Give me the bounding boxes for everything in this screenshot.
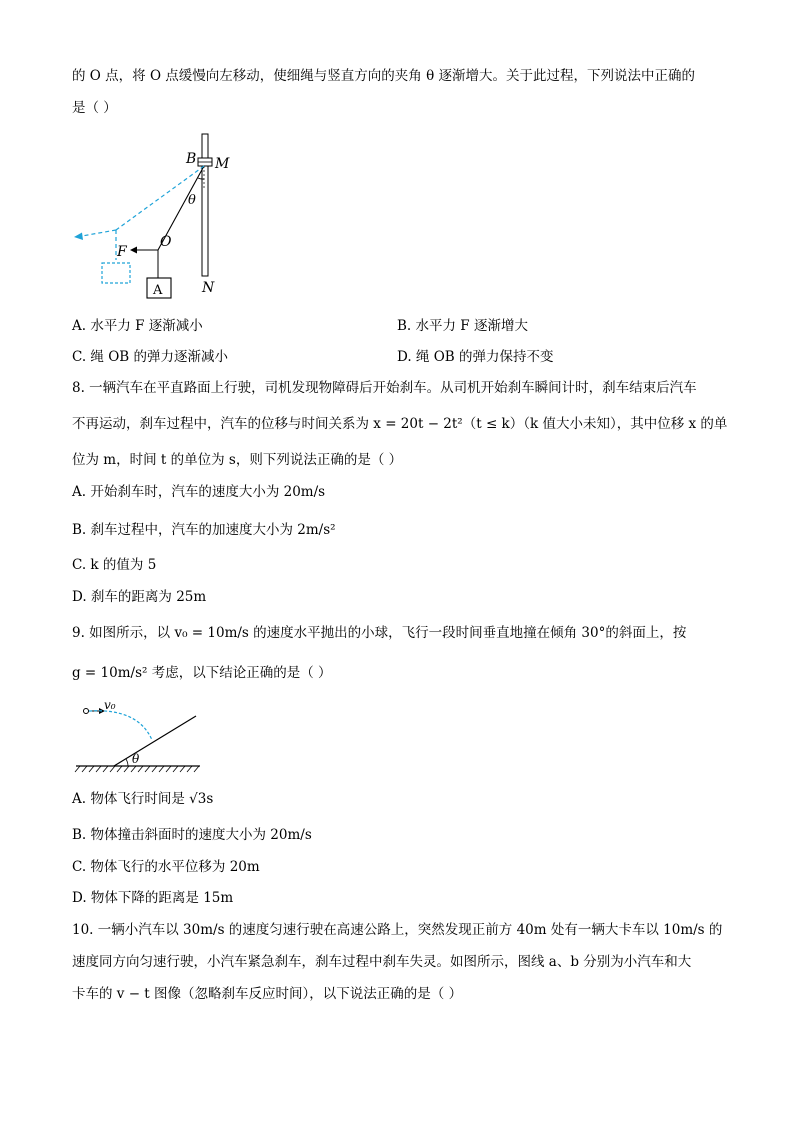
q8-stem-line-2: 不再运动，刹车过程中，汽车的位移与时间关系为 x = 20t − 2t²（t ≤ k）（k 值大小未知），其中位移 x 的单 [72, 416, 728, 432]
label-v0: v₀ [104, 698, 116, 712]
label-a: A [153, 283, 163, 298]
q8-option-c[interactable]: C. k 的值为 5 [72, 557, 157, 573]
q8-option-b[interactable]: B. 刹车过程中，汽车的加速度大小为 2m/s² [72, 522, 336, 538]
q8-option-a[interactable]: A. 开始刹车时，汽车的速度大小为 20m/s [72, 484, 326, 500]
q10-stem-line-1: 10. 一辆小汽车以 30m/s 的速度匀速行驶在高速公路上，突然发现正前方 40m 处有一辆大卡车以 10m/s 的 [72, 922, 723, 938]
label-m: M [215, 156, 230, 172]
q9-option-b[interactable]: B. 物体撞击斜面时的速度大小为 20m/s [72, 827, 312, 843]
q7-stem-line-1: 的 O 点，将 O 点缓慢向左移动，使细绳与竖直方向的夹角 θ 逐渐增大。关于此过程，下列说法中正确的 [72, 68, 696, 84]
q9-option-d[interactable]: D. 物体下降的距离是 15m [72, 890, 234, 906]
q9-option-c[interactable]: C. 物体飞行的水平位移为 20m [72, 859, 260, 875]
q7-figure [68, 128, 238, 308]
q9-figure [72, 696, 206, 776]
q7-option-a[interactable]: A. 水平力 F 逐渐减小 [72, 318, 203, 334]
label-n: N [202, 280, 215, 296]
q7-option-b[interactable]: B. 水平力 F 逐渐增大 [397, 318, 528, 334]
label-f: F [117, 244, 127, 260]
q8-stem-line-3: 位为 m，时间 t 的单位为 s，则下列说法正确的是（ ） [72, 452, 403, 468]
q9-option-a[interactable]: A. 物体飞行时间是 √3s [72, 791, 214, 807]
q10-stem-line-2: 速度同方向匀速行驶，小汽车紧急刹车，刹车过程中刹车失灵。如图所示，图线 a、b 分别为小汽车和大 [72, 954, 692, 970]
ball [84, 709, 89, 714]
force-arrow-head [130, 247, 137, 254]
dashed-block [102, 263, 130, 283]
vertical-rod [202, 134, 208, 276]
q9-stem-line-2: g = 10m/s² 考虑，以下结论正确的是（ ） [72, 665, 332, 681]
q8-option-d[interactable]: D. 刹车的距离为 25m [72, 589, 207, 605]
label-o: O [160, 234, 172, 250]
dashed-arrow-head [74, 233, 83, 241]
q7-option-c[interactable]: C. 绳 OB 的弹力逐渐减小 [72, 349, 229, 365]
q7-option-d[interactable]: D. 绳 OB 的弹力保持不变 [397, 349, 554, 365]
q9-stem-line-1: 9. 如图所示，以 v₀ = 10m/s 的速度水平抛出的小球，飞行一段时间垂直地撞在倾角 30°的斜面上，按 [72, 625, 687, 641]
incline [114, 716, 196, 766]
trajectory [89, 711, 152, 740]
label-b: B [186, 151, 197, 167]
q8-stem-line-1: 8. 一辆汽车在平直路面上行驶，司机发现物障碍后开始刹车。从司机开始刹车瞬间计时，刹车结束后汽车 [72, 380, 697, 396]
label-theta: θ [188, 193, 196, 208]
q10-stem-line-3: 卡车的 v − t 图像（忽略刹车反应时间），以下说法正确的是（ ） [72, 986, 463, 1002]
q7-stem-line-2: 是（ ） [72, 100, 117, 116]
label-theta-9: θ [132, 752, 140, 766]
